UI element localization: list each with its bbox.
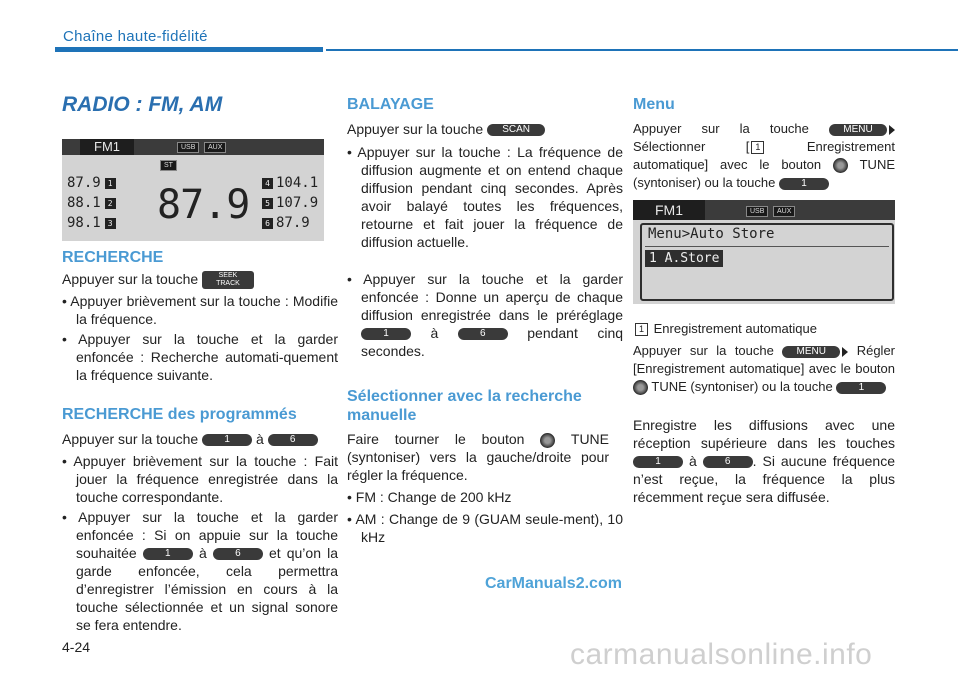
manuelle-bullet-2: • AM : Change de 9 (GUAM seule-ment), 10 kHz <box>347 511 623 545</box>
page-title: RADIO : FM, AM <box>62 93 223 116</box>
recherche-bullet-1: • Appuyer brièvement sur la touche : Modifie la fréquence. <box>62 293 338 327</box>
recherche-bullet-2: • Appuyer sur la touche et la garder enfoncée : Recherche automati-quement la fréquence suivante. <box>62 331 338 383</box>
tune-knob-icon <box>540 433 555 448</box>
current-frequency: 87.9 <box>157 182 250 228</box>
menu-key: MENU <box>782 346 840 358</box>
menu-display <box>633 200 895 304</box>
balayage-bullet-2: • Appuyer sur la touche et la garder enfoncée : Donne un aperçu de chaque diffusion enregistrée dans le préréglage 1 à 6 pendant cinq secondes. <box>347 271 624 359</box>
band-label: FM1 <box>633 200 705 220</box>
menu-intro: Appuyer sur la touche MENU Sélectionner [ 1 Enregistrement automatique] avec le bouton TUNE (syntoniser) ou la touche 1 <box>633 121 895 190</box>
balayage-bullet-1: • Appuyer sur la touche : La fréquence de diffusion augmente et on entend chaque diffusion pendant cinq secondes. Après avoir balayé toutes les fréquences, retourne et fait jouer la fréquence de diffusion actuelle. <box>347 144 623 250</box>
header-bar-right <box>326 49 958 51</box>
preset-key-6: 6 <box>213 548 263 560</box>
manuelle-intro: Faire tourner le bouton TUNE (syntoniser) vers la gauche/droite pour régler la fréquence. <box>347 431 610 483</box>
arrow-right-icon <box>889 125 895 135</box>
display-top-bar <box>62 139 324 155</box>
menu-key: MENU <box>829 124 887 136</box>
preset-2: 88.1 2 <box>67 195 116 211</box>
preset-5: 5 107.9 <box>262 195 318 211</box>
display-top-bar <box>633 200 895 220</box>
auto-store-subheading: 1 Enregistrement automatique <box>633 320 895 338</box>
tune-knob-icon <box>633 380 648 395</box>
recherche-prog-heading: RECHERCHE des programmés <box>62 406 297 423</box>
section-header-title: Chaîne haute-fidélité <box>63 28 208 45</box>
band-label: FM1 <box>80 139 134 155</box>
radio-display <box>62 139 324 241</box>
tune-knob-icon <box>833 158 848 173</box>
recherche-prog-bullet-1: • Appuyer brièvement sur la touche : Fait jouer la fréquence enregistrée dans la touche correspondante. <box>62 453 338 505</box>
menu-item-auto-store[interactable]: 1 A.Store <box>645 250 723 267</box>
menu-heading: Menu <box>633 96 675 113</box>
preset-3: 98.1 3 <box>67 215 116 231</box>
stereo-badge: ST <box>160 160 177 171</box>
watermark-carmanuals2: CarManuals2.com <box>485 575 622 592</box>
seek-track-key: SEEK TRACK <box>202 271 254 289</box>
balayage-intro: Appuyer sur la touche SCAN <box>347 120 609 138</box>
auto-store-p1: Appuyer sur la touche MENU Régler [Enregistrement automatique] avec le bouton TUNE (syntoniser) ou la touche 1 <box>633 343 895 394</box>
usb-badge: USB <box>746 206 768 217</box>
manuelle-bullet-1: • FM : Change de 200 kHz <box>347 489 512 505</box>
menu-title: Menu>Auto Store <box>648 226 775 242</box>
recherche-prog-intro: Appuyer sur la touche 1 à 6 <box>62 430 324 448</box>
preset-key-6: 6 <box>703 456 753 468</box>
preset-key-1: 1 <box>633 456 683 468</box>
aux-badge: AUX <box>204 142 226 153</box>
watermark-carmanualsonline: carmanualsonline.info <box>570 638 873 671</box>
header-bar-left <box>55 47 323 52</box>
preset-4: 4 104.1 <box>262 175 318 191</box>
preset-key-6: 6 <box>268 434 318 446</box>
menu-divider <box>645 246 889 247</box>
preset-key-1: 1 <box>202 434 252 446</box>
preset-6: 6 87.9 <box>262 215 310 231</box>
preset-1: 87.9 1 <box>67 175 116 191</box>
preset-key-1: 1 <box>836 382 886 394</box>
recherche-intro: Appuyer sur la touche SEEK TRACK <box>62 270 324 289</box>
page-number: 4-24 <box>62 639 91 655</box>
manuelle-heading: Sélectionner avec la recherche manuelle <box>347 388 582 424</box>
recherche-prog-bullet-2: • Appuyer sur la touche et la garder enfoncée : Si on appuie sur la touche souhaitée 1 à 6 et qu’on la garde enfoncée, cela permettra d’enregistrer l’émission en cours à la touche sélectionnée et un signal sonore se fera entendre. <box>62 509 338 633</box>
aux-badge: AUX <box>773 206 795 217</box>
recherche-heading: RECHERCHE <box>62 249 164 266</box>
auto-store-p2: Enregistre les diffusions avec une réception supérieure dans les touches 1 à 6 . Si aucune fréquence n’est reçue, la fréquence la plus récemment reçue sera diffusée. <box>633 417 895 505</box>
menu-panel <box>640 223 894 301</box>
arrow-right-icon <box>842 347 848 357</box>
preset-key-1: 1 <box>779 178 829 190</box>
preset-key-1: 1 <box>361 328 411 340</box>
usb-badge: USB <box>177 142 199 153</box>
balayage-heading: BALAYAGE <box>347 96 434 113</box>
preset-key-1: 1 <box>143 548 193 560</box>
preset-key-6: 6 <box>458 328 508 340</box>
scan-key: SCAN <box>487 124 545 136</box>
